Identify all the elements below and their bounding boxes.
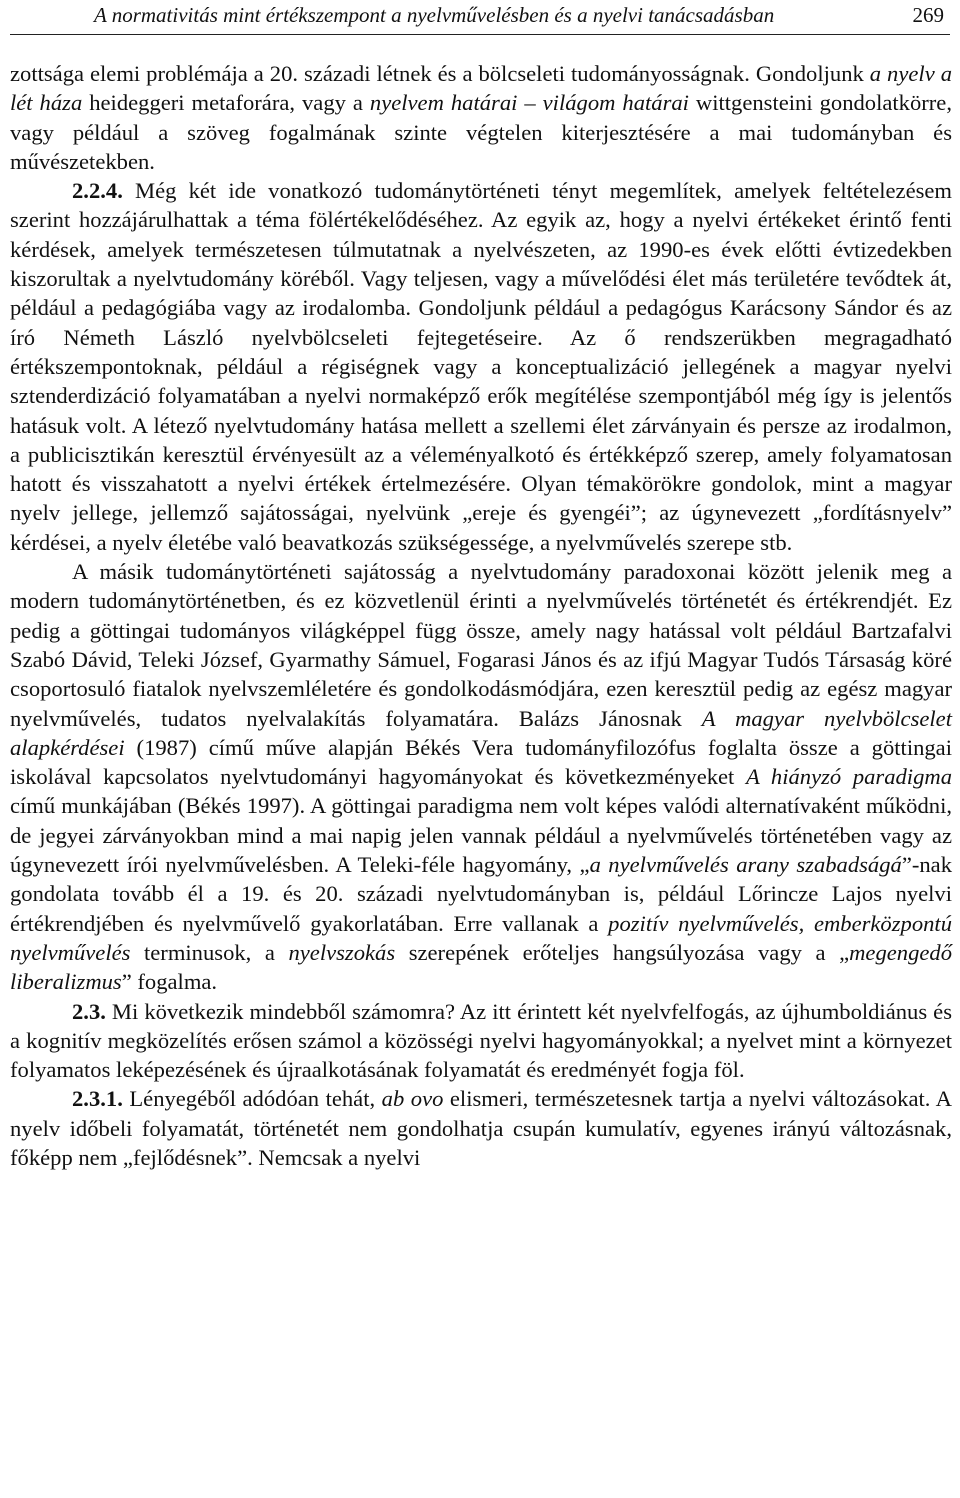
paragraph-2-3-1: 2.3.1. Lényegéből adódóan tehát, ab ovo elismeri, természetesnek tartja a nyelvi változásokat. A nyelv időbeli folyamatát, történetét nem gondolhatja csupán kumulatív, egyenes irányú változásnak, főképp nem „fejlődésnek”. Nemcsak a nyelvi — [10, 1086, 952, 1170]
paragraph-continuation: zottsága elemi problémája a 20. századi létnek és a bölcseleti tudományosságnak. Gondoljunk a nyelv a lét háza heideggeri metaforára, vagy a nyelvem határai – világom határai wittgensteini gondolatkörre, vagy például a szöveg fogalmának szinte végtelen kiterjesztésére a mai tudományban és művészetekben. — [10, 61, 952, 174]
italic-phrase: pozitív nyelvművelés, emberközpontú nyelvművelés — [10, 910, 952, 965]
running-title: A normativitás mint értékszempont a nyelvművelésben és a nyelvi tanácsadásban — [94, 3, 775, 27]
italic-title: A hiányzó paradigma — [745, 764, 952, 790]
italic-phrase: nyelvem határai – világom határai — [369, 90, 689, 116]
paragraph-2-2-4: 2.2.4. Még két ide vonatkozó tudománytörténeti tényt megemlítek, amelyek feltételezésem szerint hozzájárulhattak a téma fölértékelődéséhez. Az egyik az, hogy a nyelvi értékeket érintő fenti kérdések, amelyek természetesen túlmutatnak a nyelvészeten, az 1990-es évek előtti évtizedekben kiszorultak a nyelvtudomány köréből. Vagy teljesen, vagy a művelődési élet más területére tevődtek át, például a pedagógiába vagy az irodalomba. Gondoljunk például a pedagógus Karácsony Sándor és az író Németh László nyelvbölcseleti fejtegetéseire. Az ő rendszerükben megragadható értékszempontoknak, például a régiségnek vagy a konceptualizáció jellegének a magyar nyelvi sztenderdizáció folyamatában a nyelvi normaképző erők megítélése szempontjából még így is jelentős hatásuk volt. A létező nyelvtudomány hatása mellett a szellemi élet zárványain és persze az irodalmon, a publicisztikán keresztül érvényesült az a véleményalkotó és értékképző szerep, amely folyamatosan hatott és visszahatott a nyelvi értékek értelmezésére. Olyan témakörökre gondolok, mint a magyar nyelv jellege, jellemző sajátosságai, nyelvünk „ereje és gyengéi”; az úgynevezett „fordításnyelv” kérdései, a nyelv életébe való beavatkozás szükségessége, a nyelvművelés szerepe stb. — [10, 178, 952, 555]
italic-phrase: a nyelvművelés arany szabadságá — [589, 852, 902, 878]
italic-phrase: a nyelv a lét háza — [10, 61, 952, 116]
paragraph-gottingen: A másik tudománytörténeti sajátosság a nyelvtudomány paradoxonai között jelenik meg a modern tudománytörténetben, és ez közvetlenül érinti a nyelvművelés történetét és értékrendjét. Ez pedig a göttingai tudományos világképpel függ össze, amely nagy hatással volt például Bartzafalvi Szabó Dávid, Teleki József, Gyarmathy Sámuel, Fogarasi János és az ifjú Magyar Tudós Társaság köré csoportosuló fiatalok nyelvszemléletére és gondolkodásmódjára, ezen keresztül pedig az egész magyar nyelvművelés, tudatos nyelvalakítás folyamatára. Balázs Jánosnak A magyar nyelvbölcselet alapkérdései (1987) című műve alapján Békés Vera tudományfilozófus foglalta össze a göttingai iskolával kapcsolatos nyelvtudományi hagyományokat és következményeket A hiányzó paradigma című munkájában (Békés 1997). A göttingai paradigma nem volt képes valódi alternatívaként működni, de jegyei zárványokban mind a mai napig jelen vannak például a nyelvművelés történetében vagy az úgynevezett írói nyelvművelésben. A Teleki-féle hagyomány, „a nyelvművelés arany szabadságá”-nak gondolata tovább él a 19. és 20. századi nyelvtudományban is, például Lőrincze Lajos nyelvi értékrendjében és nyelvművelő gyakorlatában. Erre vallanak a pozitív nyelvművelés, emberközpontú nyelvművelés terminusok, a nyelvszokás szerepének erőteljes hangsúlyozása vagy a „megengedő liberalizmus” fogalma. — [10, 559, 952, 995]
page-body — [10, 59, 952, 1172]
section-number: 2.3.1. — [72, 1086, 123, 1112]
running-header — [10, 0, 950, 35]
italic-title: A magyar nyelvbölcselet alapkérdései — [10, 705, 952, 760]
italic-phrase: megengedő liberalizmus — [10, 939, 952, 995]
section-number: 2.2.4. — [72, 178, 123, 204]
italic-phrase: ab ovo — [381, 1086, 444, 1112]
section-number: 2.3. — [72, 998, 106, 1024]
page-number: 269 — [912, 3, 944, 27]
paragraph-2-3: 2.3. Mi következik mindebből számomra? Az itt érintett két nyelvfelfogás, az újhumboldiánus és a kognitív megközelítés erősen számol a közösségi nyelvi hagyományokkal; a nyelvet mint a környezet folyamatos leképezésének és újraalkotásának folyamatát és eredményét fogja föl. — [10, 998, 952, 1083]
italic-phrase: nyelvszokás — [288, 939, 396, 965]
